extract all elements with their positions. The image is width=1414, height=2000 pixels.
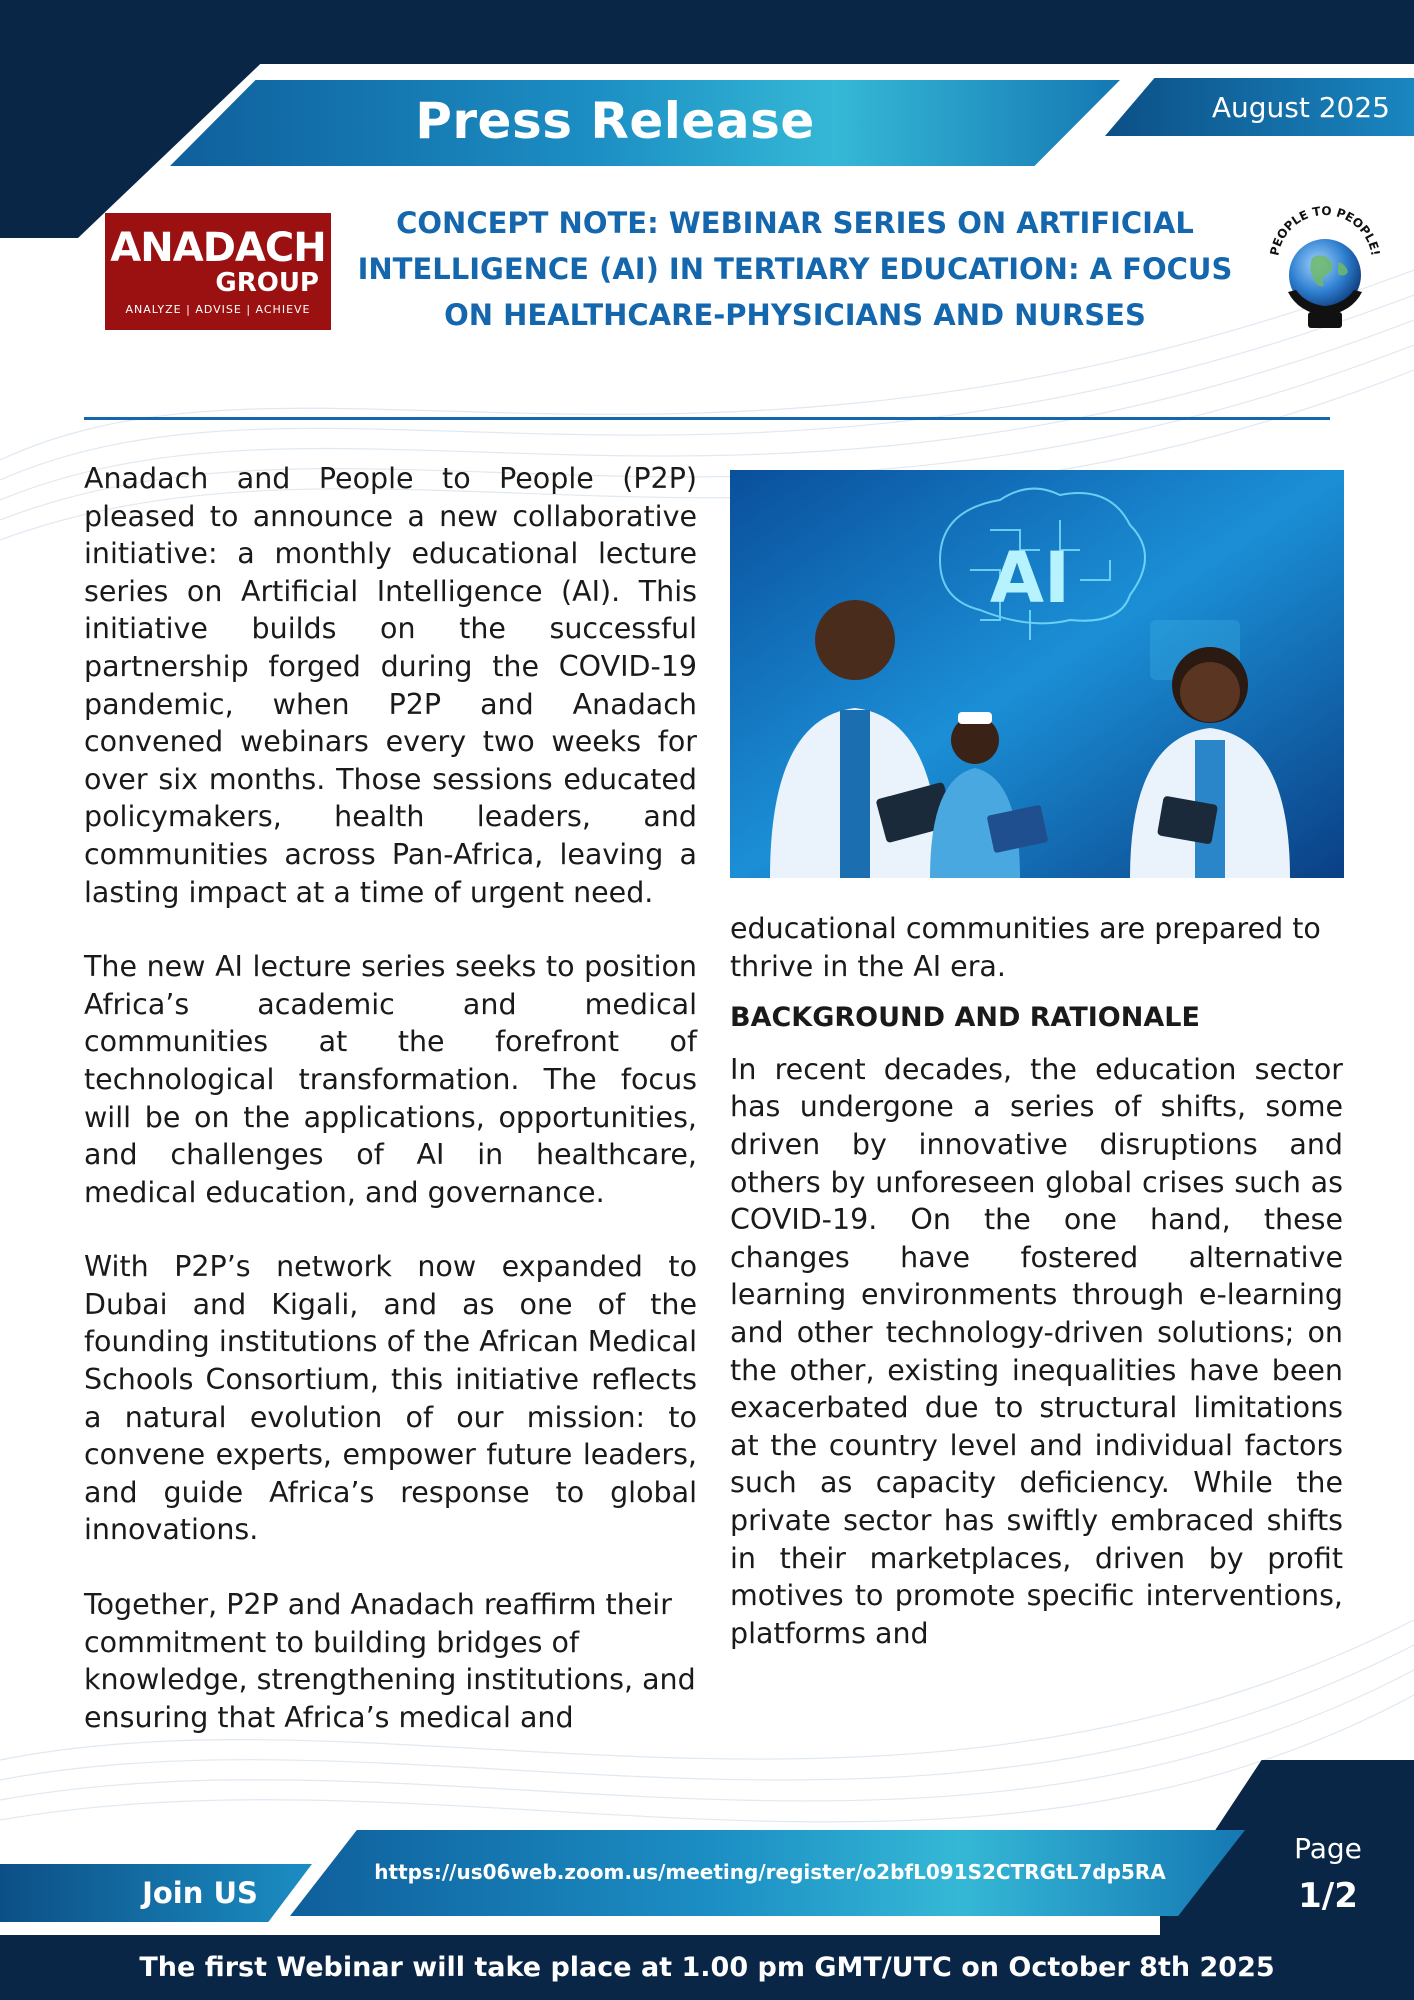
anadach-logo-sub: GROUP: [215, 268, 319, 298]
header-divider: [84, 417, 1330, 420]
ai-label: AI: [989, 537, 1071, 619]
concept-title-line: INTELLIGENCE (AI) IN TERTIARY EDUCATION: A FOCUS: [357, 252, 1233, 286]
body-paragraph: Together, P2P and Anadach reaffirm their commitment to building bridges of knowledge, strengthening institutions, and ensuring that Africa’s medical and: [84, 1588, 696, 1734]
join-us-label: Join US: [142, 1876, 258, 1910]
p2p-logo-text: PEOPLE TO PEOPLE!: [1267, 203, 1383, 257]
body-paragraph: educational communities are prepared to thrive in the AI era.: [730, 912, 1321, 983]
section-heading: BACKGROUND AND RATIONALE: [730, 1002, 1200, 1034]
webinar-announcement: The first Webinar will take place at 1.00 pm GMT/UTC on October 8th 2025: [139, 1952, 1275, 1983]
people-to-people-globe-icon: [1260, 200, 1390, 340]
ai-healthcare-illustration: [730, 470, 1344, 878]
body-paragraph: In recent decades, the education sector has undergone a series of shifts, some driven by innovative disruptions and others by unforeseen global crises such as COVID-19. On the one hand, these changes have fostered alternative learning environments through e-learning and other technology-driven solutions; on the other, existing inequalities have been exacerbated due to structural limitations at the country level and individual factors such as capacity deficiency. While the private sector has swiftly embraced shifts in their marketplaces, driven by profit motives to promote specific interventions, platforms and: [730, 1052, 1343, 1650]
page-label: Page: [1294, 1832, 1362, 1865]
registration-link[interactable]: https://us06web.zoom.us/meeting/register/o2bfL091S2CTRGtL7dp5RA: [374, 1860, 1166, 1884]
concept-title-line: ON HEALTHCARE-PHYSICIANS AND NURSES: [444, 298, 1146, 332]
body-paragraph: With P2P’s network now expanded to Dubai and Kigali, and as one of the founding institutions of the African Medical Schools Consortium, this initiative reflects a natural evolution of our mission: to convene experts, empower future leaders, and guide Africa’s response to global innovations.: [84, 1250, 697, 1547]
body-paragraph: The new AI lecture series seeks to position Africa’s academic and medical communities at the forefront of technological transformation. The focus will be on the applications, opportunities, and challenges of AI in healthcare, medical education, and governance.: [84, 950, 697, 1209]
concept-title-line: CONCEPT NOTE: WEBINAR SERIES ON ARTIFICIAL: [396, 206, 1194, 240]
page-number: 1/2: [1298, 1876, 1358, 1916]
release-date: August 2025: [1211, 90, 1390, 124]
concept-note-title: [345, 200, 1245, 338]
anadach-logo-name: ANADACH: [110, 225, 326, 271]
anadach-logo-tagline: ANALYZE | ADVISE | ACHIEVE: [125, 303, 311, 316]
body-paragraph: Anadach and People to People (P2P) pleased to announce a new collaborative initiative: a monthly educational lecture series on Artificial Intelligence (AI). This initiative builds on the successful partnership forged during the COVID-19 pandemic, when P2P and Anadach convened webinars every two weeks for over six months. Those sessions educated policymakers, health leaders, and communities across Pan-Africa, leaving a lasting impact at a time of urgent need.: [84, 462, 697, 909]
anadach-logo: [105, 213, 331, 330]
page-title: Press Release: [415, 92, 815, 150]
body-right-column: [730, 910, 1343, 1666]
body-left-column: [84, 460, 697, 1773]
